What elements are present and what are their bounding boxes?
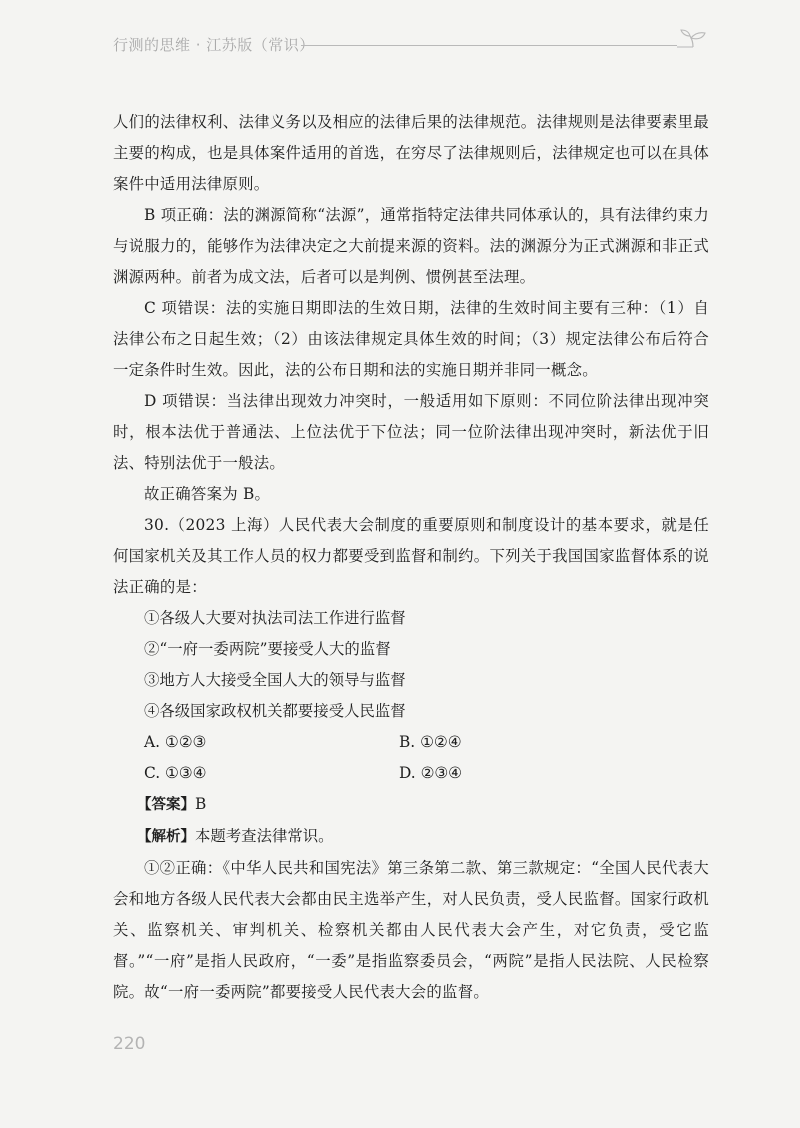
choice-a: A. ①②③ [144, 733, 207, 751]
header-rule [301, 45, 677, 46]
running-header [113, 34, 713, 58]
statement-3: ③地方人大接受全国人大的领导与监督 [144, 671, 406, 689]
page-body [113, 107, 709, 1008]
analysis-line [113, 821, 709, 853]
paragraph-option-c: C 项错误：法的实施日期即法的生效日期，法律的生效时间主要有三种：（1）自法律公布之日起生效；（2）由该法律规定具体生效的时间；（3）规定法律公布后符合一定条件时生效。因此，法的公布日期和法的实施日期并非同一概念。 [113, 299, 709, 379]
statement-2: ②“一府一委两院”要接受人大的监督 [144, 640, 391, 658]
analysis-tag: 【解析】 [137, 829, 195, 845]
statement-4: ④各级国家政权机关都要接受人民监督 [144, 702, 406, 720]
paragraph-continuation: 人们的法律权利、法律义务以及相应的法律后果的法律规范。法律规则是法律要素里最主要的构成，也是具体案件适用的首选，在穷尽了法律规则后，法律规定也可以在具体案件中适用法律原则。 [113, 113, 709, 193]
choices-row-2 [113, 758, 709, 789]
paragraph-option-b: B 项正确：法的渊源简称“法源”，通常指特定法律共同体承认的，具有法律约束力与说服力的，能够作为法律决定之大前提来源的资料。法的渊源分为正式渊源和非正式渊源两种。前者为成文法，后者可以是判例、惯例甚至法理。 [113, 206, 709, 286]
paragraph-analysis: ①②正确：《中华人民共和国宪法》第三条第二款、第三款规定：“全国人民代表大会和地方各级人民代表大会都由民主选举产生，对人民负责，受人民监督。国家行政机关、监察机关、审判机关、检察机关都由人民代表大会产生，对它负责，受它监督。”“一府”是指人民政府，“一委”是指监察委员会，“两院”是指人民法院、人民检察院。故“一府一委两院”都要接受人民代表大会的监督。 [113, 859, 709, 1001]
statement-1: ①各级人大要对执法司法工作进行监督 [144, 609, 406, 627]
paragraph-option-d: D 项错误：当法律出现效力冲突时，一般适用如下原则：不同位阶法律出现冲突时，根本法优于普通法、上位法优于下位法；同一位阶法律出现冲突时，新法优于旧法、特别法优于一般法。 [113, 392, 709, 472]
choices-row-1 [113, 727, 709, 758]
header-title: 行测的思维 · 江苏版（常识） [113, 36, 315, 54]
question-30: 30.（2023 上海）人民代表大会制度的重要原则和制度设计的基本要求，就是任何国家机关及其工作人员的权力都要受到监督和制约。下列关于我国国家监督体系的说法正确的是： [113, 516, 709, 596]
choice-b: B. ①②④ [399, 733, 462, 751]
answer-tag: 【答案】 [137, 797, 195, 813]
answer-line [113, 789, 709, 821]
page-number: 220 [113, 1034, 146, 1054]
sprout-icon [675, 28, 709, 54]
choice-d: D. ②③④ [399, 764, 462, 782]
paragraph-conclusion: 故正确答案为 B。 [144, 485, 271, 503]
answer-value: B [195, 795, 207, 813]
choice-c: C. ①③④ [144, 764, 207, 782]
analysis-text: 本题考查法律常识。 [195, 827, 334, 845]
